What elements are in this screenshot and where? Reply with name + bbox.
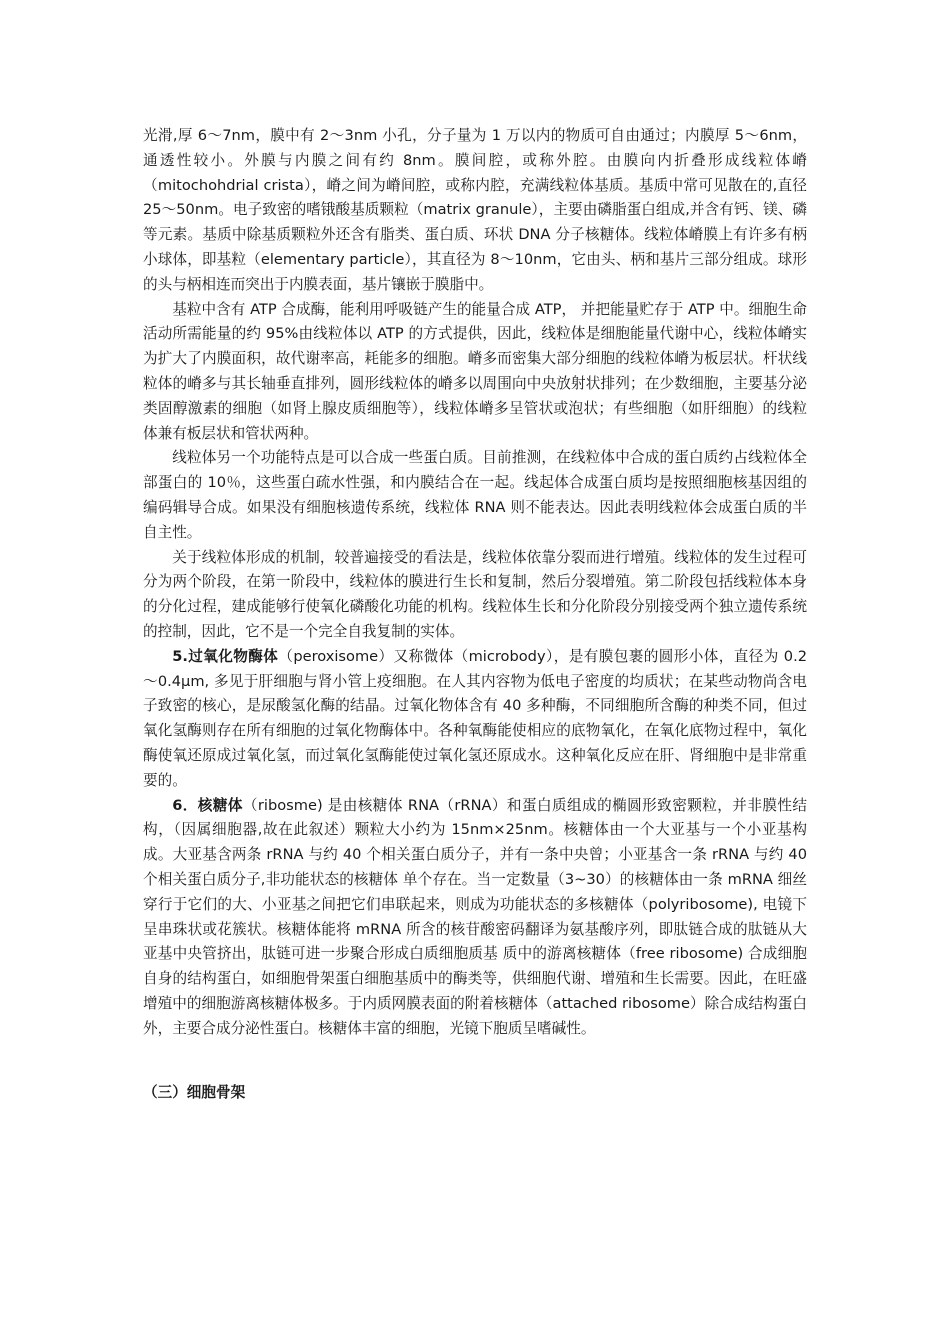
paragraph-atp-synthase: 基粒中含有 ATP 合成酶，能利用呼吸链产生的能量合成 ATP， 并把能量贮存于 ATP 中。细胞生命活动所需能量的约 95%由线粒体以 ATP 的方式提供，因此，线粒体是细胞能量代谢中心，线粒体嵴实为扩大了内膜面积，故代谢率高，耗能多的细胞。嵴多而密集大部分细胞的线粒体嵴为板层状。杆状线粒体的嵴多与其长轴垂直排列，圆形线粒体的嵴多以周围向中央放射状排列；在少数细胞，主要基分泌类固醇激素的细胞（如肾上腺皮质细胞等），线粒体嵴多呈管状或泡状；有些细胞（如肝细胞）的线粒体兼有板层状和管状两种。: [143, 300, 807, 442]
paragraph-mitochondria-structure: 光滑,厚 6～7nm，膜中有 2～3nm 小孔，分子量为 1 万以内的物质可自由通过；内膜厚 5～6nm，通透性较小。外膜与内膜之间有约 8nm。膜间腔，或称外腔。由膜向内折叠形成线粒体嵴（mitochohdrial crista），嵴之间为嵴间腔，或称内腔，充满线粒体基质。基质中常可见散在的,直径 25～50nm。电子致密的嗜锇酸基质颗粒（matrix granule），主要由磷脂蛋白组成,并含有钙、镁、磷等元素。基质中除基质颗粒外还含有脂类、蛋白质、环状 DNA 分子核糖体。线粒体嵴膜上有许多有柄小球体，即基粒（elementary particle），其直径为 8～10nm，它由头、柄和基片三部分组成。球形的头与柄相连而突出于内膜表面，基片镶嵌于膜脂中。: [143, 127, 807, 293]
ribosome-body: （ribosme) 是由核糖体 RNA（rRNA）和蛋白质组成的椭圆形致密颗粒，并非膜性结构，（因属细胞器,故在此叙述）颗粒大小约为 15nm×25nm。核糖体由一个大亚基与一个小亚基构成。大亚基含两条 rRNA 与约 40 个相关蛋白质分子，并有一条中央曾；小亚基含一条 rRNA 与约 40 个相关蛋白质分子,非功能状态的核糖体 单个存在。当一定数量（3~30）的核糖体由一条 mRNA 细丝穿行于它们的大、小亚基之间把它们串联起来，则成为功能状态的多核糖体（polyribosome), 电镜下呈串珠状或花簇状。核糖体能将 mRNA 所含的核苷酸密码翻译为氨基酸序列，即肽链合成的肽链从大亚基中央管挤出，肽链可进一步聚合形成白质细胞质基 质中的游离核糖体（free ribosome) 合成细胞自身的结构蛋白，如细胞骨架蛋白细胞基质中的酶类等，供细胞代谢、增殖和生长需要。因此，在旺盛增殖中的细胞游离核糖体极多。于内质网膜表面的附着核糖体（attached ribosome）除合成结构蛋白外，主要合成分泌性蛋白。核糖体丰富的细胞，光镜下胞质呈嗜碱性。: [143, 796, 808, 1037]
ribosome-heading: 6．核糖体: [172, 796, 243, 814]
peroxisome-body: （peroxisome）又称微体（microbody），是有膜包裹的圆形小体，直径为 0.2～0.4μm, 多见于肝细胞与肾小管上疫细胞。在人其内容物为低电子密度的均质状；在某些动物尚含电子致密的核心，是尿酸氢化酶的结晶。过氧化物体含有 40 多种酶，不同细胞所含酶的种类不同，但过氧化氢酶则存在所有细胞的过氧化物酶体中。各种氧酶能使相应的底物氧化，在氧化底物过程中，氧化酶使氧还原成过氧化氢，而过氧化氢酶能使过氧化氢还原成水。这种氧化反应在肝、肾细胞中是非常重要的。: [143, 647, 807, 789]
paragraph-peroxisome: [143, 645, 807, 794]
section-heading-cytoskeleton: （三）细胞骨架: [143, 1084, 246, 1102]
paragraph-ribosome: [143, 794, 807, 1042]
paragraph-mitochondria-formation: 关于线粒体形成的机制，较普遍接受的看法是，线粒体依靠分裂而进行增殖。线粒体的发生过程可分为两个阶段，在第一阶段中，线粒体的膜进行生长和复制，然后分裂增殖。第二阶段包括线粒体本身的分化过程，建成能够行使氧化磷酸化功能的机构。线粒体生长和分化阶段分别接受两个独立遗传系统的控制，因此，它不是一个完全自我复制的实体。: [143, 548, 807, 640]
document-page: [143, 124, 807, 1106]
paragraph-mitochondria-protein-synthesis: 线粒体另一个功能特点是可以合成一些蛋白质。目前推测，在线粒体中合成的蛋白质约占线粒体全部蛋白的 10％，这些蛋白疏水性强，和内膜结合在一起。线起体合成蛋白质均是按照细胞核基因组的编码辑导合成。如果没有细胞核遗传系统，线粒体 RNA 则不能表达。因此表明线粒体会成蛋白质的半自主性。: [143, 449, 807, 541]
peroxisome-heading: 5.过氧化物酶体: [172, 647, 279, 665]
